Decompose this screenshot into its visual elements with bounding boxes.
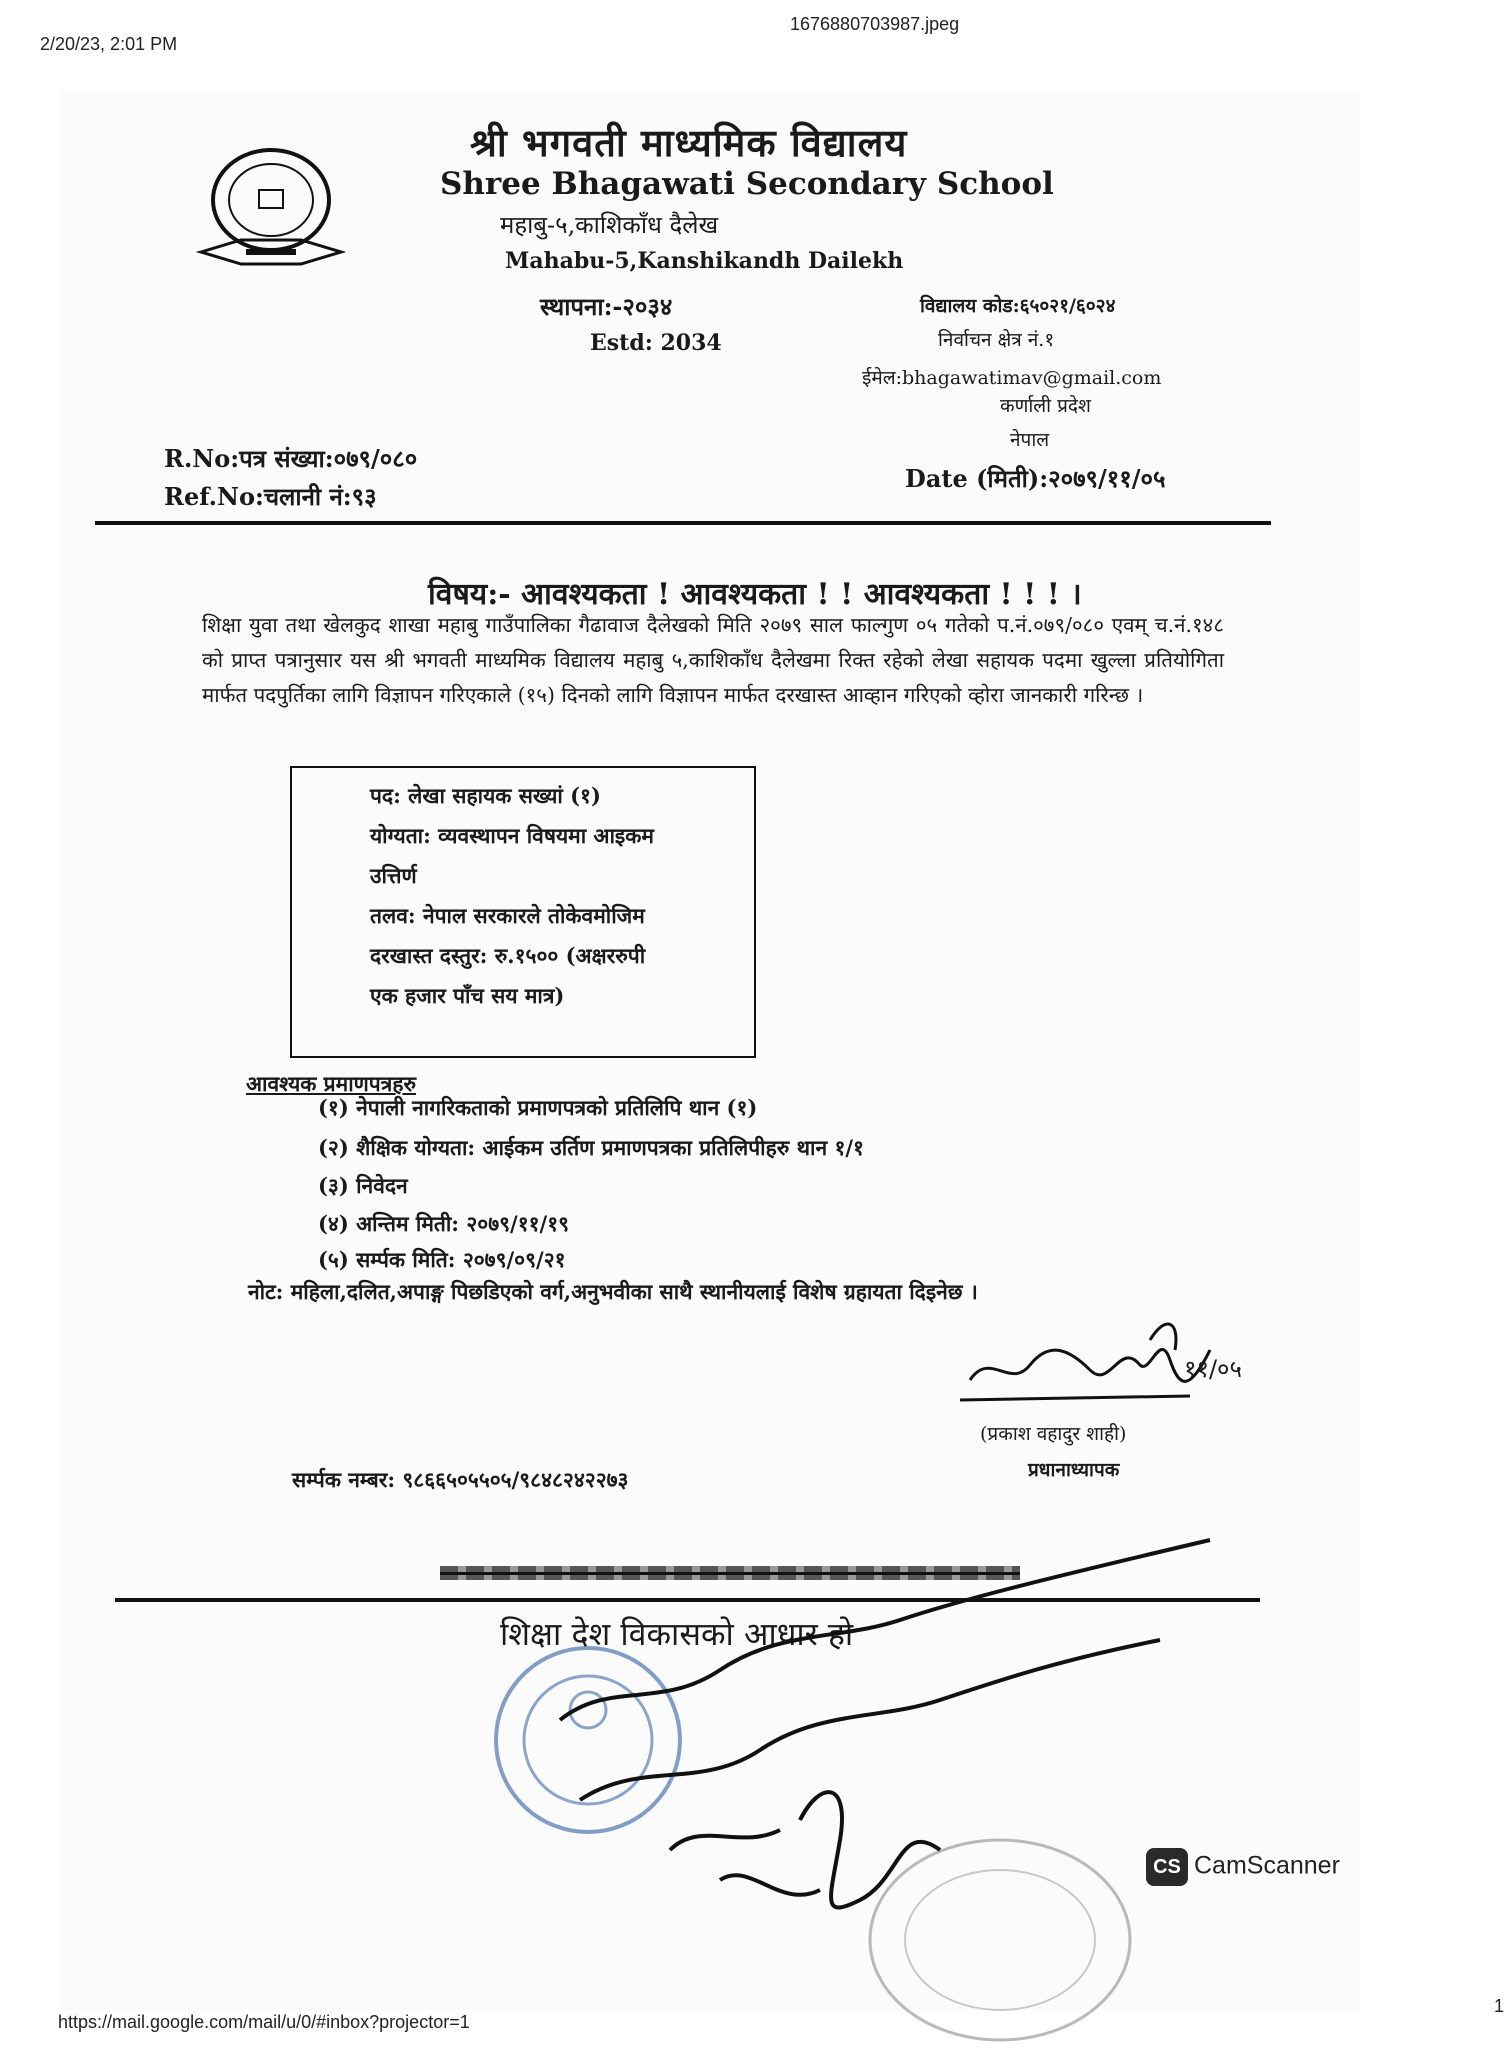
vacancy-qualification-cont: उत्तिर्ण <box>370 863 417 888</box>
school-name-nepali: श्री भगवती माध्यमिक विद्यालय <box>470 120 908 165</box>
print-datetime: 2/20/23, 2:01 PM <box>40 34 178 54</box>
established-nepali: स्थापना:-२०३४ <box>540 292 673 321</box>
vacancy-salary: तलव: नेपाल सरकारले तोकेवमोजिम <box>370 903 645 928</box>
print-url: https://mail.google.com/mail/u/0/#inbox?projector=1 <box>58 2012 470 2032</box>
subject-line: विषय:- आवश्यकता ! आवश्यकता ! ! आवश्यकता ! ! ! । <box>428 577 1082 612</box>
requirements-heading: आवश्यक प्रमाणपत्रहरु <box>246 1071 417 1096</box>
header-divider <box>95 521 1271 525</box>
contact-number: सर्म्पक नम्बर: ९८६६५०५५०५/९८४८२४२२७३ <box>292 1467 629 1492</box>
camscanner-label: CamScanner <box>1194 1851 1340 1880</box>
school-code: विद्यालय कोड:६५०२१/६०२४ <box>920 295 1116 317</box>
requirement-item: (३) निवेदन <box>318 1173 408 1198</box>
print-page-number: 1 <box>1494 1996 1505 2016</box>
address-english: Mahabu-5,Kanshikandh Dailekh <box>505 248 904 274</box>
letter-date: Date (मिती):२०७९/११/०५ <box>905 464 1166 493</box>
requirement-item: (२) शैक्षिक योग्यता: आईकम उर्तिण प्रमाणपत्रका प्रतिलिपीहरु थान १/१ <box>318 1135 864 1160</box>
dispatch-number: Ref.No:चलानी नं:९३ <box>164 482 377 511</box>
signature-date-handwritten: ११/०५ <box>1184 1355 1243 1383</box>
body-paragraph: शिक्षा युवा तथा खेलकुद शाखा महाबु गाउँपालिका गैढावाज दैलेखको मिति २०७९ साल फाल्गुण ०५ गतेको प.नं.०७९/०८० एवम् च.नं.१४८ को प्राप्त पत्रानुसार यस श्री भगवती माध्यमिक विद्यालय महाबु ५,काशिकाँध दैलेखमा रिक्त रहेको लेखा सहायक पदमा खुल्ला प्रतियोगिता मार्फत पदपुर्तिका लागि विज्ञापन गरिएकाले (१५) दिनको लागि विज्ञापन मार्फत दरखास्त आव्हान गरिएको व्होरा जानकारी गरिन्छ । <box>202 613 1224 707</box>
email: ईमेल:bhagawatimav@gmail.com <box>862 367 1162 389</box>
established-english: Estd: 2034 <box>590 330 722 356</box>
print-filename: 1676880703987.jpeg <box>790 14 960 34</box>
vacancy-fee-words: एक हजार पाँच सय मात्र) <box>370 983 565 1008</box>
requirement-item: (१) नेपाली नागरिकताको प्रमाणपत्रको प्रतिलिपि थान (१) <box>318 1095 758 1120</box>
address-nepali: महाबु-५,काशिकाँध दैलेख <box>500 211 719 239</box>
constituency: निर्वाचन क्षेत्र नं.१ <box>938 329 1055 351</box>
vacancy-fee: दरखास्त दस्तुर: रु.१५०० (अक्षररुपी <box>370 943 646 968</box>
vacancy-post: पद: लेखा सहायक सख्यां (१) <box>370 783 601 808</box>
camscanner-watermark <box>1146 1848 1340 1886</box>
vacancy-qualification: योग्यता: व्यवस्थापन विषयमा आइकम <box>370 823 654 848</box>
requirement-item: (५) सर्म्पक मिति: २०७९/०९/२१ <box>318 1247 566 1272</box>
school-motto: शिक्षा देश विकासको आधार हो <box>500 1615 854 1653</box>
handwritten-annotation <box>520 1520 1240 1944</box>
vacancy-details-box <box>290 766 756 1058</box>
handwritten-annotation-text <box>560 1700 561 1701</box>
school-name-english: Shree Bhagawati Secondary School <box>440 166 1054 202</box>
camscanner-icon: CS <box>1146 1848 1188 1886</box>
signatory-title: प्रधानाध्यापक <box>1028 1459 1120 1481</box>
note-line: नोट: महिला,दलित,अपाङ्ग पिछडिएको वर्ग,अनुभवीका साथै स्थानीयलाई विशेष ग्रहायता दिइनेछ । <box>248 1279 978 1304</box>
signatory-name: (प्रकाश वहादुर शाही) <box>980 1423 1127 1445</box>
reference-number: R.No:पत्र संख्या:०७९/०८० <box>164 444 418 473</box>
country: नेपाल <box>1010 429 1050 451</box>
school-seal-logo <box>196 148 346 277</box>
requirement-item: (४) अन्तिम मिती: २०७९/११/१९ <box>318 1211 570 1236</box>
province: कर्णाली प्रदेश <box>1000 395 1091 417</box>
